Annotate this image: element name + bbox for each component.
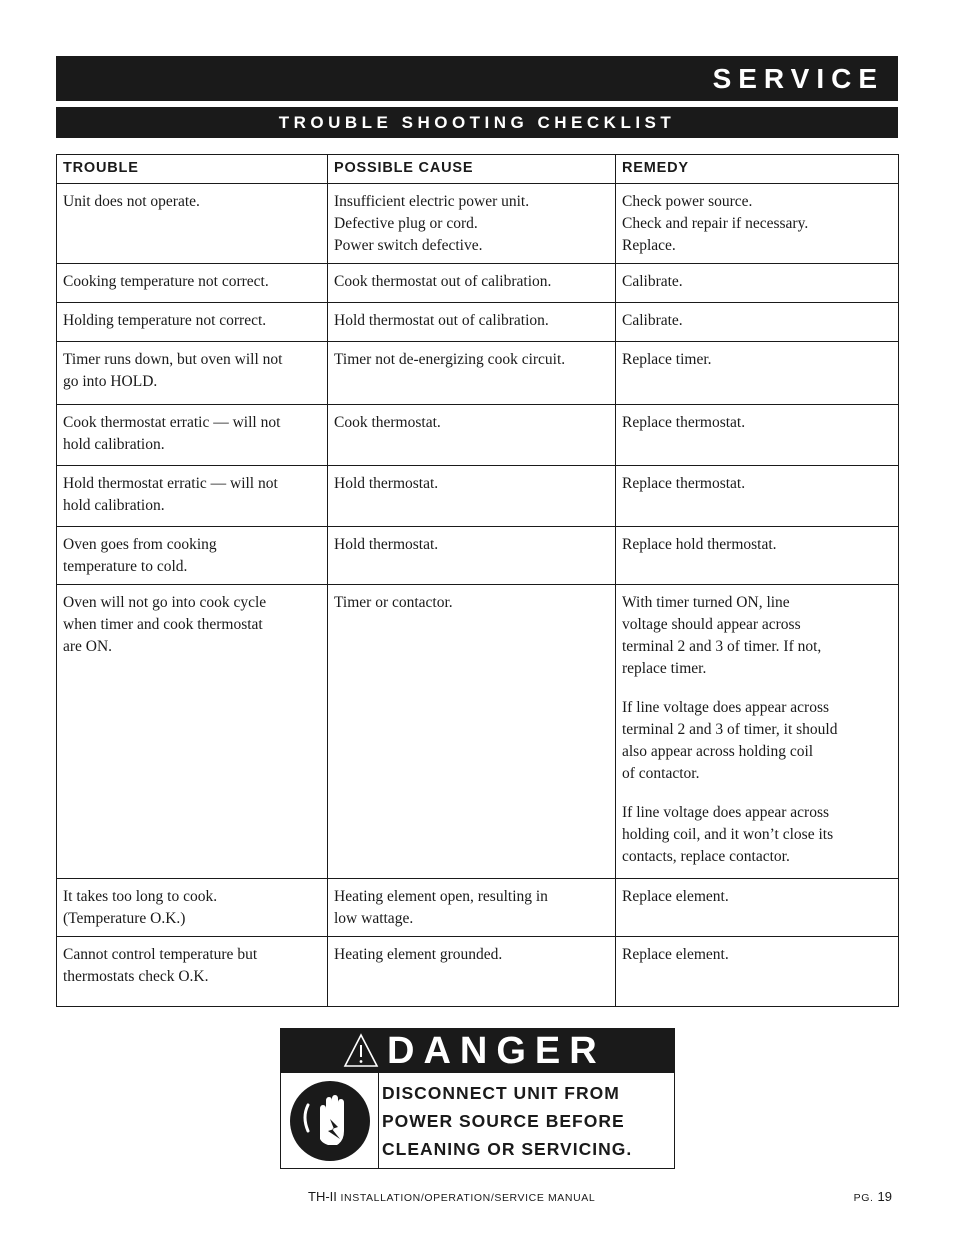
remedy-cell xyxy=(616,585,899,879)
remedy-cell xyxy=(616,405,899,466)
cell-line: voltage should appear across xyxy=(622,616,801,633)
danger-line: CLEANING OR SERVICING. xyxy=(382,1139,633,1159)
cause-cell xyxy=(328,342,616,405)
table-row xyxy=(57,466,899,527)
cell-line: go into HOLD. xyxy=(63,373,158,390)
table-row xyxy=(57,585,899,879)
trouble-cell xyxy=(57,303,328,342)
cell-line: Insufficient electric power unit. xyxy=(334,193,530,210)
cell-line: Replace timer. xyxy=(622,351,712,368)
column-header-remedy: REMEDY xyxy=(616,155,899,184)
subtitle: TROUBLE SHOOTING CHECKLIST xyxy=(278,112,676,132)
cell-line: Replace thermostat. xyxy=(622,475,746,492)
table-row xyxy=(57,184,899,264)
footer-manual-title xyxy=(308,1189,595,1204)
cell-line: hold calibration. xyxy=(63,436,165,453)
danger-line: POWER SOURCE BEFORE xyxy=(382,1111,625,1131)
cause-cell xyxy=(328,466,616,527)
cell-line: Hold thermostat erratic — will not xyxy=(63,475,278,492)
cell-line: terminal 2 and 3 of timer, it should xyxy=(622,721,838,738)
trouble-cell xyxy=(57,342,328,405)
cell-line: Oven goes from cooking xyxy=(63,536,217,553)
cell-line: are ON. xyxy=(63,638,113,655)
cell-line: Calibrate. xyxy=(622,273,683,290)
trouble-cell xyxy=(57,937,328,1007)
warning-triangle-icon xyxy=(343,1033,379,1069)
column-header-trouble: TROUBLE xyxy=(57,155,328,184)
cell-line: Heating element open, resulting in xyxy=(334,888,548,905)
column-header-cause: POSSIBLE CAUSE xyxy=(328,155,616,184)
cell-line: replace timer. xyxy=(622,660,707,677)
remedy-cell xyxy=(616,303,899,342)
cell-line: Cannot control temperature but xyxy=(63,946,258,963)
cause-cell xyxy=(328,527,616,585)
cell-line: Replace element. xyxy=(622,888,729,905)
cell-line: Cook thermostat erratic — will not xyxy=(63,414,281,431)
danger-line: DISCONNECT UNIT FROM xyxy=(382,1083,620,1103)
remedy-cell xyxy=(616,879,899,937)
remedy-cell xyxy=(616,184,899,264)
cell-line: Replace element. xyxy=(622,946,729,963)
trouble-cell xyxy=(57,585,328,879)
cell-line: Cooking temperature not correct. xyxy=(63,273,269,290)
cell-line: low wattage. xyxy=(334,910,414,927)
remedy-cell xyxy=(616,264,899,303)
cell-line: Heating element grounded. xyxy=(334,946,503,963)
trouble-cell xyxy=(57,405,328,466)
cell-line: Timer or contactor. xyxy=(334,594,453,611)
cell-line: Hold thermostat. xyxy=(334,536,439,553)
section-header-bar xyxy=(56,56,898,101)
cause-cell xyxy=(328,405,616,466)
remedy-cell xyxy=(616,937,899,1007)
cell-line: (Temperature O.K.) xyxy=(63,910,186,927)
remedy-paragraph xyxy=(622,592,892,680)
cell-line: It takes too long to cook. xyxy=(63,888,218,905)
table-row xyxy=(57,342,899,405)
cell-line: Oven will not go into cook cycle xyxy=(63,594,267,611)
cell-line: hold calibration. xyxy=(63,497,165,514)
footer-model: TH-II xyxy=(308,1189,337,1204)
trouble-cell xyxy=(57,879,328,937)
danger-message xyxy=(382,1079,672,1163)
table-row xyxy=(57,303,899,342)
footer-page-label: PG. xyxy=(853,1192,874,1204)
cell-line: Unit does not operate. xyxy=(63,193,200,210)
cell-line: Replace. xyxy=(622,237,676,254)
cause-cell xyxy=(328,879,616,937)
trouble-cell xyxy=(57,466,328,527)
table-row xyxy=(57,405,899,466)
hand-icon-cell xyxy=(281,1073,379,1168)
footer-manual-label: INSTALLATION/OPERATION/SERVICE MANUAL xyxy=(340,1192,596,1204)
cell-line: Defective plug or cord. xyxy=(334,215,478,232)
trouble-cell xyxy=(57,184,328,264)
cell-line: Check power source. xyxy=(622,193,753,210)
cell-line: Timer not de-energizing cook circuit. xyxy=(334,351,566,368)
cell-line: temperature to cold. xyxy=(63,558,188,575)
footer-page-number xyxy=(854,1189,892,1204)
remedy-cell xyxy=(616,466,899,527)
hand-electric-shock-icon xyxy=(288,1079,372,1163)
cause-cell xyxy=(328,184,616,264)
cell-line: Check and repair if necessary. xyxy=(622,215,809,232)
danger-header xyxy=(281,1029,674,1073)
page-number: 19 xyxy=(877,1189,892,1204)
cell-line: Power switch defective. xyxy=(334,237,483,254)
table-header-row xyxy=(57,155,899,184)
cause-cell xyxy=(328,937,616,1007)
cell-line: contacts, replace contactor. xyxy=(622,848,790,865)
subtitle-bar xyxy=(56,107,898,138)
cell-line: Replace thermostat. xyxy=(622,414,746,431)
cell-line: also appear across holding coil xyxy=(622,743,814,760)
cell-line: of contactor. xyxy=(622,765,700,782)
danger-title: DANGER xyxy=(387,1029,606,1072)
cell-line: With timer turned ON, line xyxy=(622,594,790,611)
troubleshooting-table xyxy=(56,154,899,1007)
cell-line: If line voltage does appear across xyxy=(622,804,830,821)
cell-line: Replace hold thermostat. xyxy=(622,536,777,553)
table-row xyxy=(57,527,899,585)
remedy-paragraph xyxy=(622,697,892,785)
cell-line: If line voltage does appear across xyxy=(622,699,830,716)
cell-line: Hold thermostat out of calibration. xyxy=(334,312,549,329)
remedy-cell xyxy=(616,527,899,585)
cell-line: Hold thermostat. xyxy=(334,475,439,492)
cause-cell xyxy=(328,585,616,879)
cell-line: Timer runs down, but oven will not xyxy=(63,351,283,368)
cell-line: thermostats check O.K. xyxy=(63,968,209,985)
table-row xyxy=(57,937,899,1007)
cell-line: Cook thermostat. xyxy=(334,414,441,431)
cell-line: terminal 2 and 3 of timer. If not, xyxy=(622,638,822,655)
trouble-cell xyxy=(57,527,328,585)
danger-warning-box xyxy=(280,1028,675,1169)
cell-line: Holding temperature not correct. xyxy=(63,312,267,329)
remedy-paragraph xyxy=(622,802,892,868)
remedy-cell xyxy=(616,342,899,405)
cause-cell xyxy=(328,303,616,342)
cell-line: holding coil, and it won’t close its xyxy=(622,826,834,843)
cell-line: when timer and cook thermostat xyxy=(63,616,263,633)
cell-line: Cook thermostat out of calibration. xyxy=(334,273,552,290)
section-title: SERVICE xyxy=(712,62,884,94)
trouble-cell xyxy=(57,264,328,303)
table-row xyxy=(57,879,899,937)
cell-line: Calibrate. xyxy=(622,312,683,329)
table-row xyxy=(57,264,899,303)
cause-cell xyxy=(328,264,616,303)
